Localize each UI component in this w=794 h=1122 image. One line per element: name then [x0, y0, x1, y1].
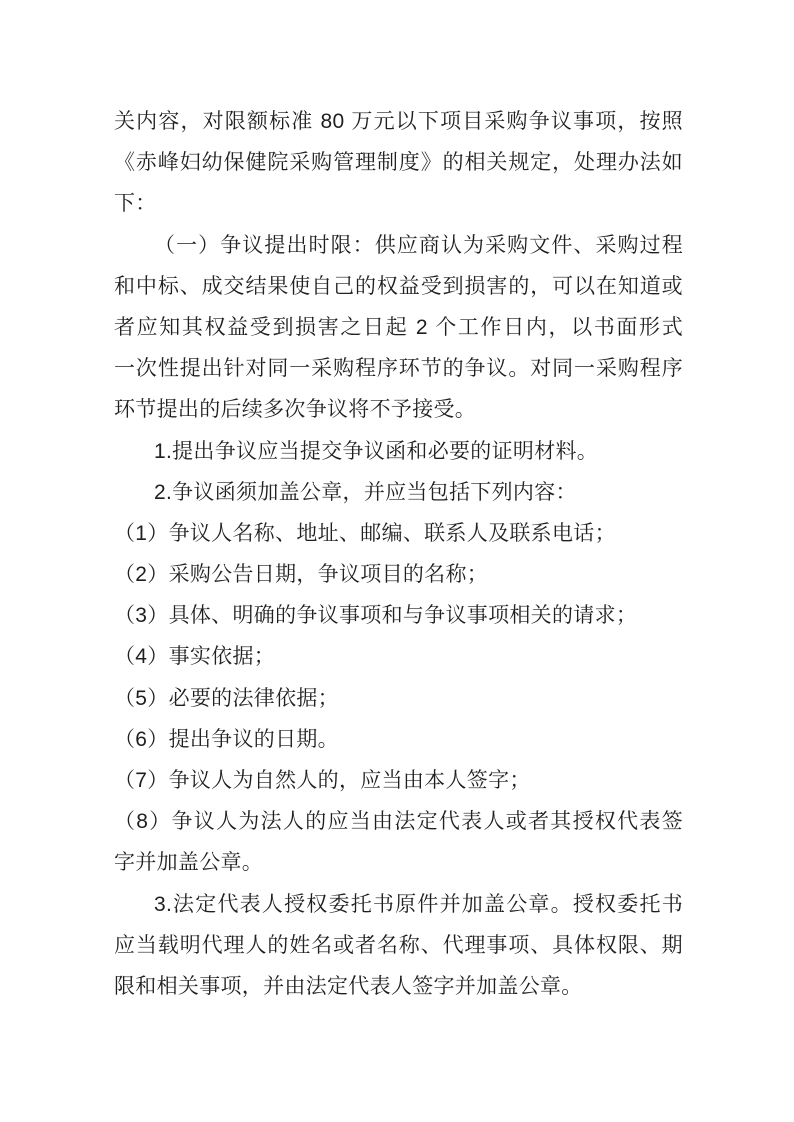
text-line: （3）具体、明确的争议事项和与争议事项相关的请求； — [114, 604, 638, 628]
text-line: 字并加盖公章。 — [114, 851, 264, 875]
text-line: （2）采购公告日期，争议项目的名称； — [114, 563, 489, 587]
text-line: （8）争议人为法人的应当由法定代表人或者其授权代表签 — [114, 810, 683, 834]
text-line: 下： — [114, 192, 157, 216]
text-line: （7）争议人为自然人的，应当由本人签字； — [114, 769, 531, 792]
text-line: （1）争议人名称、地址、邮编、联系人及联系电话； — [114, 521, 616, 545]
text-line: 者应知其权益受到损害之日起 2 个工作日内，以书面形式 — [114, 315, 683, 339]
text-line: 环节提出的后续多次争议将不予接受。 — [114, 398, 477, 422]
text-line: 2.争议函须加盖公章，并应当包括下列内容： — [154, 480, 577, 504]
text-line: 1.提出争议应当提交争议函和必要的证明材料。 — [154, 439, 599, 463]
text-line: 3.法定代表人授权委托书原件并加盖公章。授权委托书 — [154, 892, 683, 916]
page-content — [114, 101, 683, 1007]
text-line: 关内容，对限额标准 80 万元以下项目采购争议事项，按照 — [114, 110, 683, 133]
text-line: （6）提出争议的日期。 — [114, 727, 339, 751]
text-line: （4）事实依据； — [114, 645, 276, 669]
text-line: 和中标、成交结果使自己的权益受到损害的，可以在知道或 — [114, 274, 683, 298]
text-line: （一）争议提出时限：供应商认为采购文件、采购过程 — [154, 233, 683, 257]
text-line: 一次性提出针对同一采购程序环节的争议。对同一采购程序 — [114, 357, 683, 381]
text-line: 《赤峰妇幼保健院采购管理制度》的相关规定，处理办法如 — [114, 151, 683, 175]
text-line: 应当载明代理人的姓名或者名称、代理事项、具体权限、期 — [114, 933, 683, 957]
text-line: 限和相关事项，并由法定代表人签字并加盖公章。 — [114, 974, 583, 998]
text-line: （5）必要的法律依据； — [114, 686, 339, 710]
